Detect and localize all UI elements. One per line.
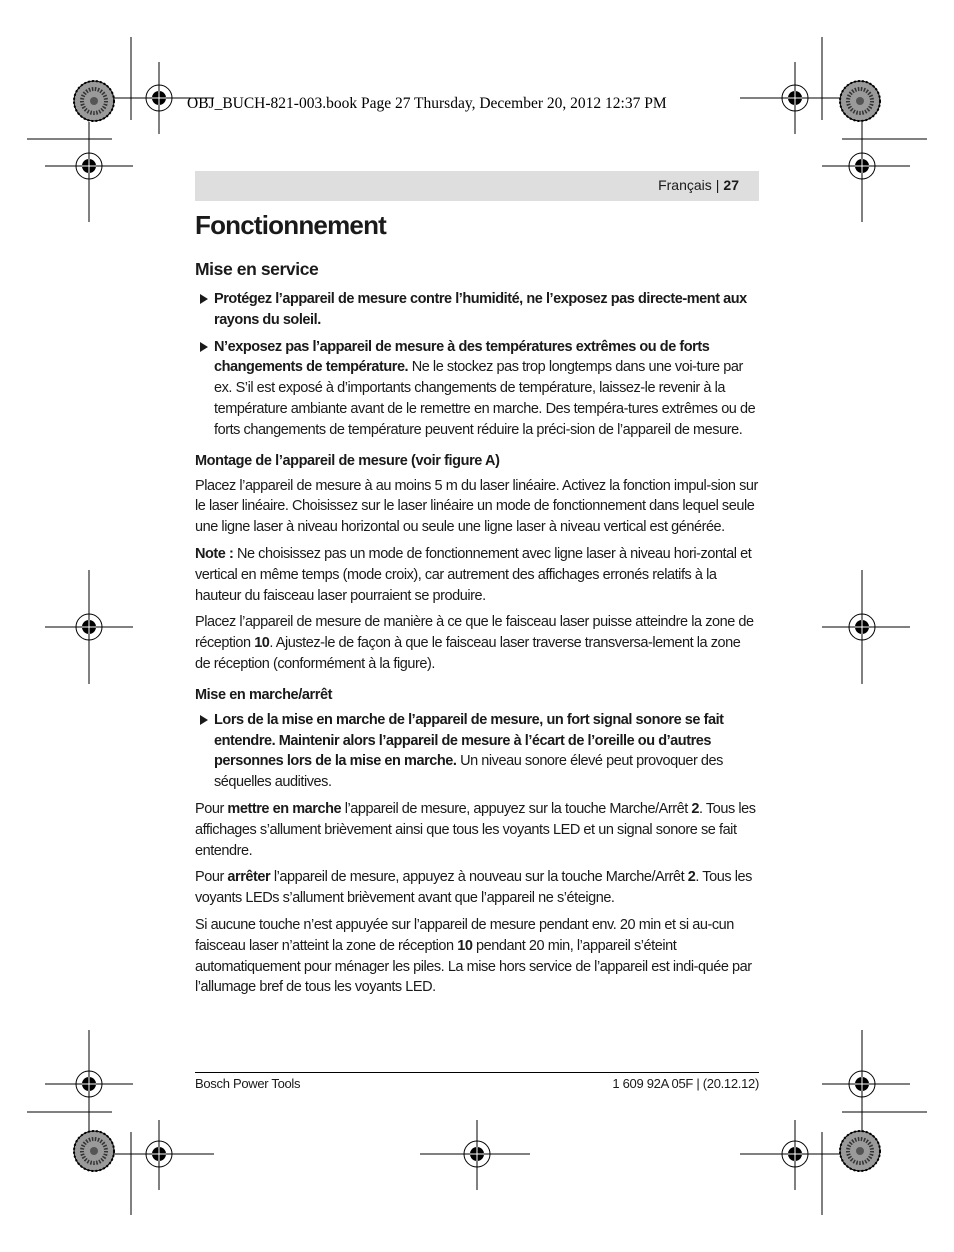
paragraph-text: Si aucune touche n’est appuyée sur l’appareil de mesure pendant env. 20 min et si au-cun faisceau laser n’atteint la zone de réception <box>195 916 734 954</box>
bullet-bold-text: Lors de la mise en marche de l’appareil de mesure, un fort signal sonore se fait entendre. Maintenir alors l’appareil de mesure à l’écart de l’oreille ou d’autres personnes lors de la mise en marche. <box>214 711 724 770</box>
paragraph-text: . Ajustez-le de façon à que le faisceau laser traverse transversa-lement la zone de réception (conformément à la figure). <box>195 635 741 672</box>
main-content <box>195 208 759 1004</box>
header-page-number: 27 <box>723 177 739 193</box>
book-info-slug: OBJ_BUCH-821-003.book Page 27 Thursday, December 20, 2012 12:37 PM <box>187 95 667 112</box>
section-heading-marche-arret: Mise en marche/arrêt <box>195 686 333 703</box>
emphasis-text: mettre en marche <box>227 800 342 817</box>
section-heading-mise-en-service: Mise en service <box>195 259 319 279</box>
footer-divider <box>195 1072 759 1073</box>
footer-document-code: 1 609 92A 05F | (20.12.12) <box>612 1076 759 1091</box>
footer-publisher: Bosch Power Tools <box>195 1076 301 1091</box>
emphasis-text: arrêter <box>227 869 271 886</box>
bullet-bold-text: N’exposez pas l’appareil de mesure à des températures extrêmes ou de forts changements de température. <box>214 338 710 376</box>
header-separator: | <box>715 177 720 193</box>
page-title: Fonctionnement <box>195 210 387 240</box>
header-language: Français <box>658 177 712 193</box>
reference-number: 10 <box>254 635 270 652</box>
paragraph-text: . Tous les voyants LEDs s’allument brièvement avant que l’appareil ne s’éteigne. <box>195 869 752 907</box>
warning-bullet-humidity <box>195 289 759 331</box>
paragraph-text: l’appareil de mesure, appuyez sur la touche Marche/Arrêt <box>341 800 692 817</box>
bullet-body-text: Ne le stockez pas trop longtemps dans une voi-ture par ex. S’il est exposé à d’importants changements de température, laissez-le revenir à la température ambiante avant de le remettre en marche. Des tempéra-tures extrêmes ou de forts changements de température peuvent réduire la préci-sion de l’appareil de mesure. <box>214 359 756 438</box>
paragraph-switch-on <box>195 799 759 861</box>
header-text <box>658 177 739 193</box>
note-label: Note : <box>195 545 234 562</box>
reference-number: 10 <box>457 937 473 954</box>
reference-number: 2 <box>691 800 700 817</box>
note-text: Ne choisissez pas un mode de fonctionnement avec ligne laser à niveau hori-zontal et vertical en même temps (mode croix), car autrement des affichages erronés relatifs à la hauteur du faisceau laser pourraient se produire. <box>195 545 752 604</box>
paragraph-auto-off <box>195 915 759 998</box>
paragraph-text: l’appareil de mesure, appuyez à nouveau sur la touche Marche/Arrêt <box>270 869 688 886</box>
paragraph-reception-zone <box>195 612 759 674</box>
paragraph-text: Pour <box>195 869 228 886</box>
paragraph-switch-off <box>195 867 759 909</box>
paragraph-text: . Tous les affichages s’allument brièvement ainsi que tous les voyants LED et un signal sonore se fait entendre. <box>195 800 756 859</box>
warning-bullet-temperature <box>195 337 759 441</box>
star-target-icon <box>74 81 114 121</box>
paragraph-text: Pour <box>195 800 228 817</box>
star-target-icon <box>840 81 880 121</box>
page-header <box>195 171 759 201</box>
reference-number: 2 <box>687 869 696 886</box>
bullet-body-text: Un niveau sonore élevé peut provoquer des séquelles auditives. <box>214 753 723 791</box>
paragraph-text: pendant 20 min, l’appareil s’éteint automatiquement pour ménager les piles. La mise hors service de l’appareil est indi-quée par l’allumage bref de tous les voyants LED. <box>195 937 752 996</box>
bullet-bold-text: Protégez l’appareil de mesure contre l’humidité, ne l’exposez pas directe-ment aux rayons du soleil. <box>214 291 747 328</box>
section-heading-montage: Montage de l’appareil de mesure (voir figure A) <box>195 452 500 469</box>
paragraph-note <box>195 544 759 606</box>
paragraph-text: Placez l’appareil de mesure de manière à ce que le faisceau laser puisse atteindre la zone de réception <box>195 614 754 652</box>
star-target-icon <box>74 1131 114 1171</box>
star-target-icon <box>840 1131 880 1171</box>
warning-bullet-sound <box>195 710 759 793</box>
paragraph-placement: Placez l’appareil de mesure à au moins 5 m du laser linéaire. Activez la fonction impul-sion sur le laser linéaire. Choisissez sur le laser linéaire un mode de fonctionnement dans lequel seule une ligne laser à niveau horizontal ou seule une ligne laser à niveau vertical est générée. <box>195 477 758 536</box>
